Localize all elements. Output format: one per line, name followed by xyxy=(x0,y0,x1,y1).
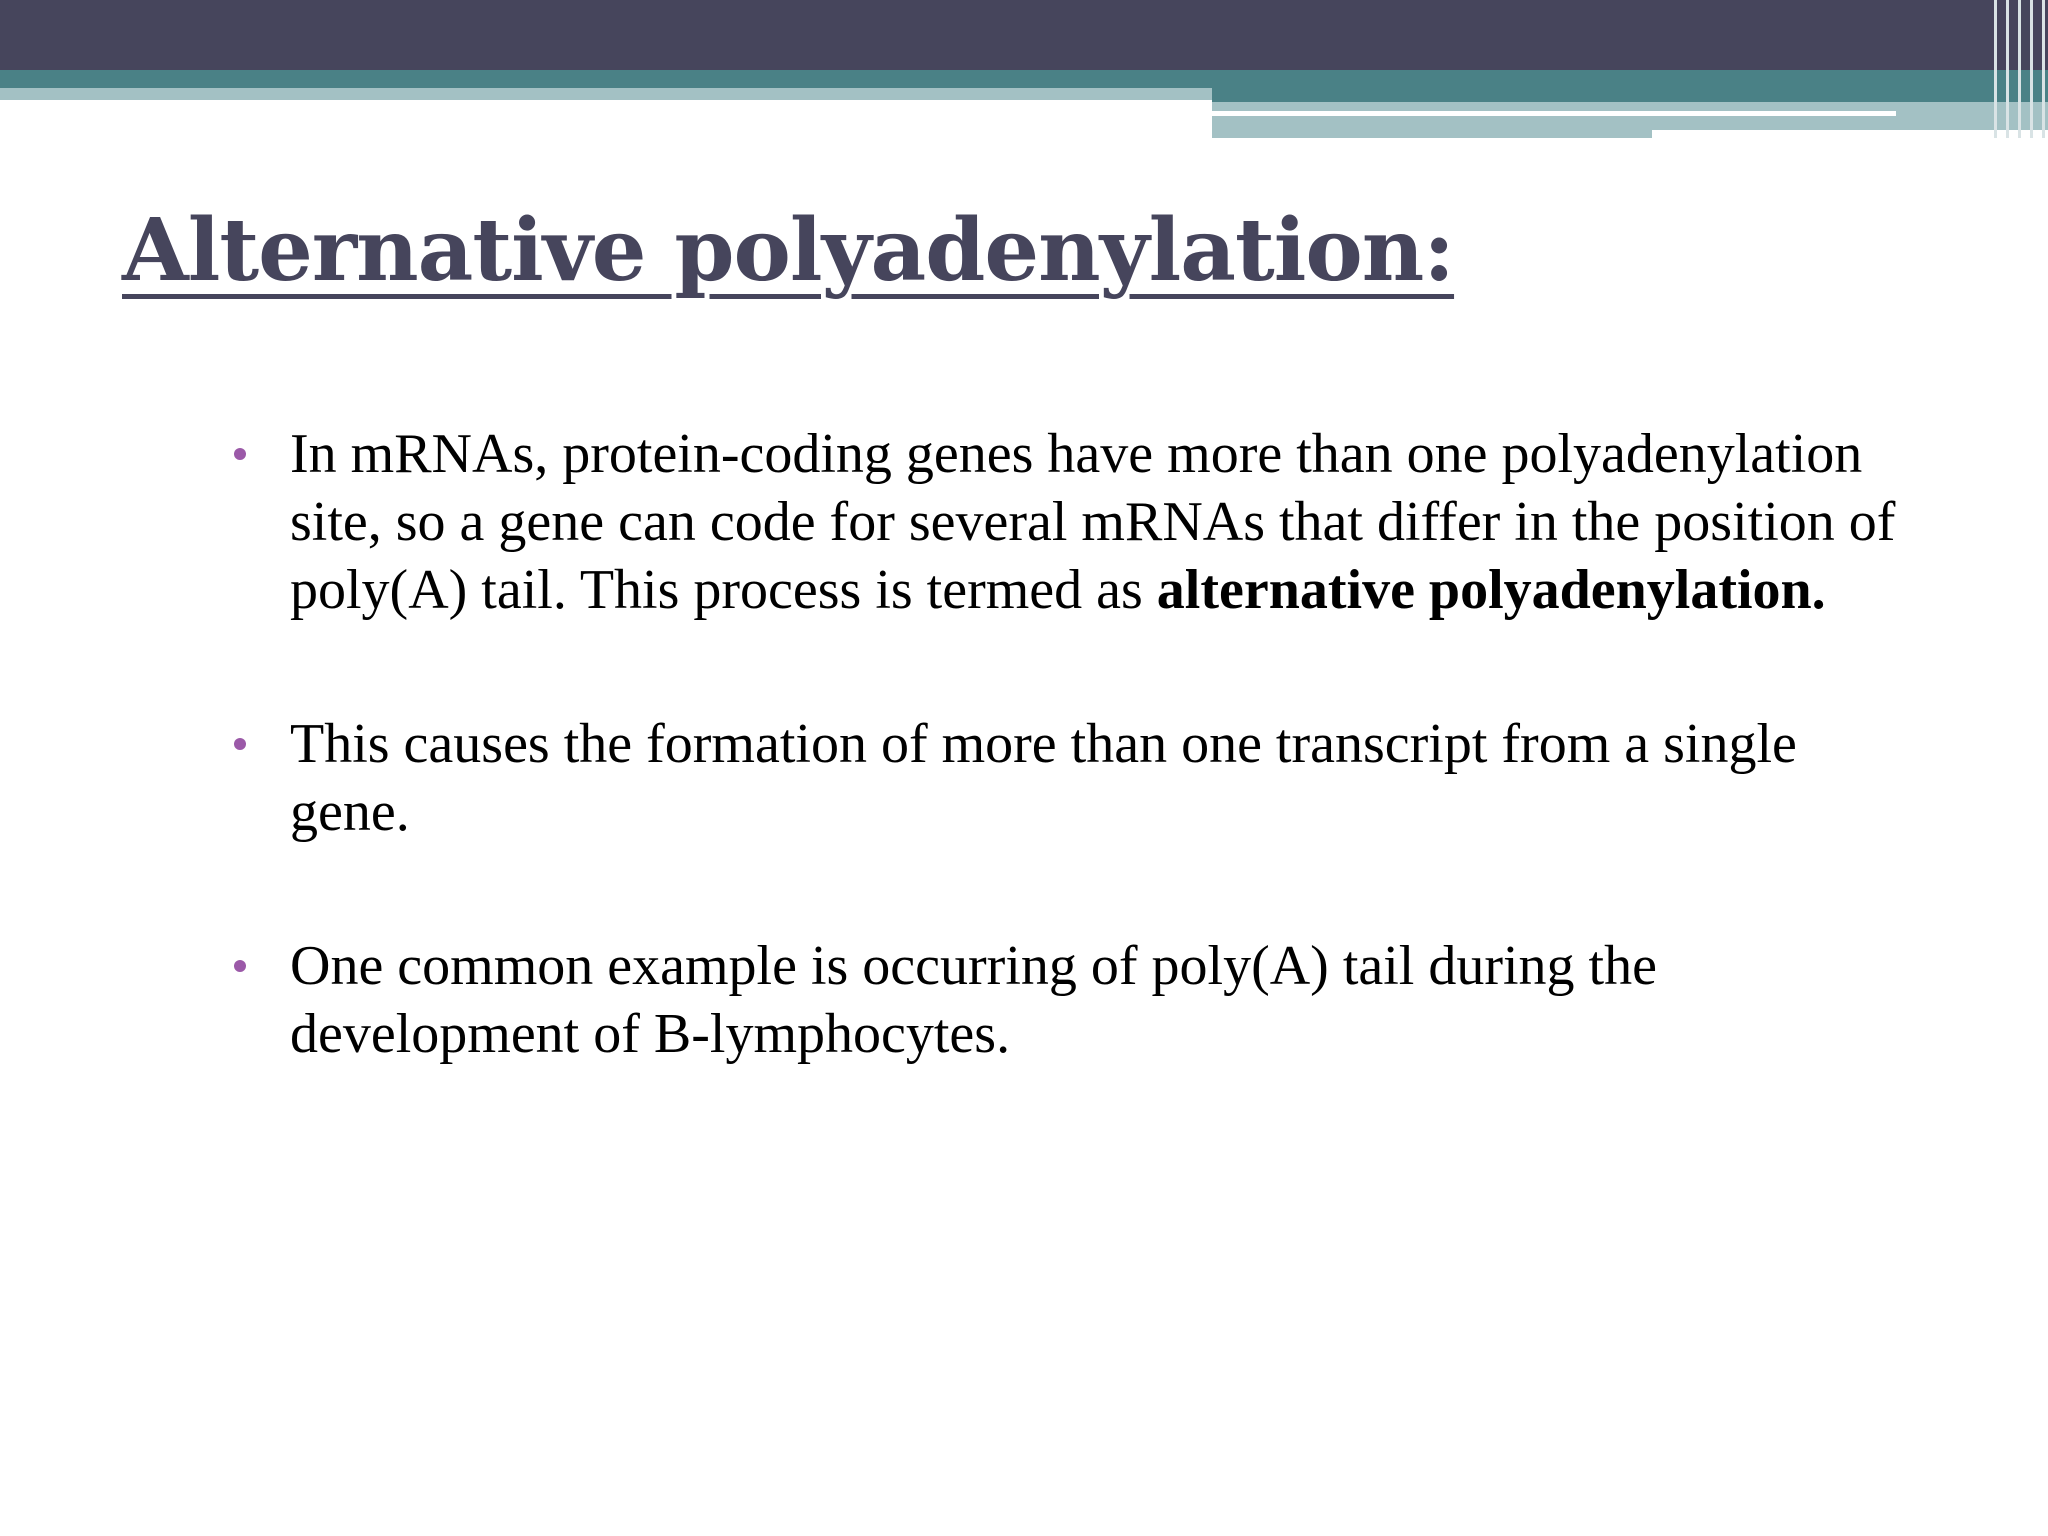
bullet-item xyxy=(230,710,1910,846)
bullet-list xyxy=(230,420,1910,1154)
header-band-teal xyxy=(0,70,2048,88)
bullet-text: In mRNAs, protein-coding genes have more than one polyadenylation site, so a gene can code for several mRNAs that differ in the position of poly(A) tail. This process is termed as xyxy=(290,423,1896,621)
bullet-bold-term: alternative polyadenylation. xyxy=(1156,559,1826,621)
header-right-teal xyxy=(1212,88,2048,102)
bullet-dot-icon xyxy=(234,738,246,750)
bullet-text: This causes the formation of more than one transcript from a single gene. xyxy=(290,713,1797,843)
bullet-item xyxy=(230,420,1910,624)
bullet-dot-icon xyxy=(234,448,246,460)
header-right-divider xyxy=(1212,111,1896,116)
slide-title: Alternative polyadenylation: xyxy=(122,200,1455,301)
bullet-item xyxy=(230,932,1910,1068)
header-band-dark xyxy=(0,0,2048,70)
bullet-dot-icon xyxy=(234,960,246,972)
header-band-light xyxy=(0,88,1212,100)
header-vertical-stripes xyxy=(1988,0,2048,138)
bullet-text: One common example is occurring of poly(A) tail during the development of B-lymphocytes. xyxy=(290,935,1657,1065)
